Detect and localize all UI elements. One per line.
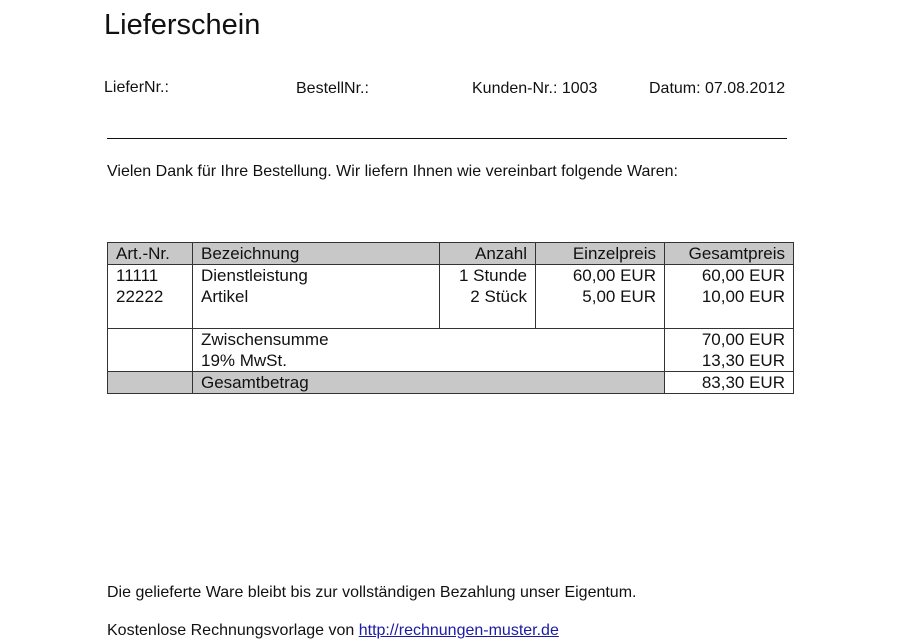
credit-prefix: Kostenlose Rechnungsvorlage von <box>107 622 359 639</box>
header-gesamtpreis: Gesamtpreis <box>665 243 794 265</box>
intro-text: Vielen Dank für Ihre Bestellung. Wir liefern Ihnen wie vereinbart folgende Waren: <box>107 163 678 180</box>
tax-row <box>108 350 794 372</box>
total-value: 83,30 EUR <box>665 372 794 394</box>
tax-label: 19% MwSt. <box>193 350 665 372</box>
subtotal-row <box>108 329 794 351</box>
items-table <box>107 242 794 394</box>
header-bezeichnung: Bezeichnung <box>193 243 440 265</box>
subtotal-label: Zwischensumme <box>193 329 665 351</box>
bestell-nr-label: BestellNr.: <box>296 80 369 97</box>
cell-art-nr: 22222 <box>108 286 193 307</box>
cell-einzelpreis: 60,00 EUR <box>536 265 665 287</box>
liefer-nr-label: LieferNr.: <box>104 79 169 96</box>
cell-gesamtpreis: 60,00 EUR <box>665 265 794 287</box>
table-row <box>108 286 794 307</box>
total-row <box>108 372 794 394</box>
credit-link[interactable]: http://rechnungen-muster.de <box>358 622 559 639</box>
datum: Datum: 07.08.2012 <box>649 80 786 97</box>
credit-line <box>107 622 559 640</box>
header-einzelpreis: Einzelpreis <box>536 243 665 265</box>
separator-line <box>107 138 787 139</box>
cell-anzahl: 1 Stunde <box>440 265 536 287</box>
tax-value: 13,30 EUR <box>665 350 794 372</box>
cell-anzahl: 2 Stück <box>440 286 536 307</box>
cell-bezeichnung: Dienstleistung <box>193 265 440 287</box>
cell-einzelpreis: 5,00 EUR <box>536 286 665 307</box>
document-title: Lieferschein <box>104 9 261 41</box>
cell-bezeichnung: Artikel <box>193 286 440 307</box>
table-header-row <box>108 243 794 265</box>
kunden-nr: Kunden-Nr.: 1003 <box>472 80 598 97</box>
table-spacer-row <box>108 307 794 329</box>
header-art-nr: Art.-Nr. <box>108 243 193 265</box>
footer-text: Die gelieferte Ware bleibt bis zur vollständigen Bezahlung unser Eigentum. <box>107 584 637 601</box>
total-label: Gesamtbetrag <box>193 372 665 394</box>
cell-gesamtpreis: 10,00 EUR <box>665 286 794 307</box>
subtotal-value: 70,00 EUR <box>665 329 794 351</box>
cell-art-nr: 11111 <box>108 265 193 287</box>
table-row <box>108 265 794 287</box>
header-anzahl: Anzahl <box>440 243 536 265</box>
